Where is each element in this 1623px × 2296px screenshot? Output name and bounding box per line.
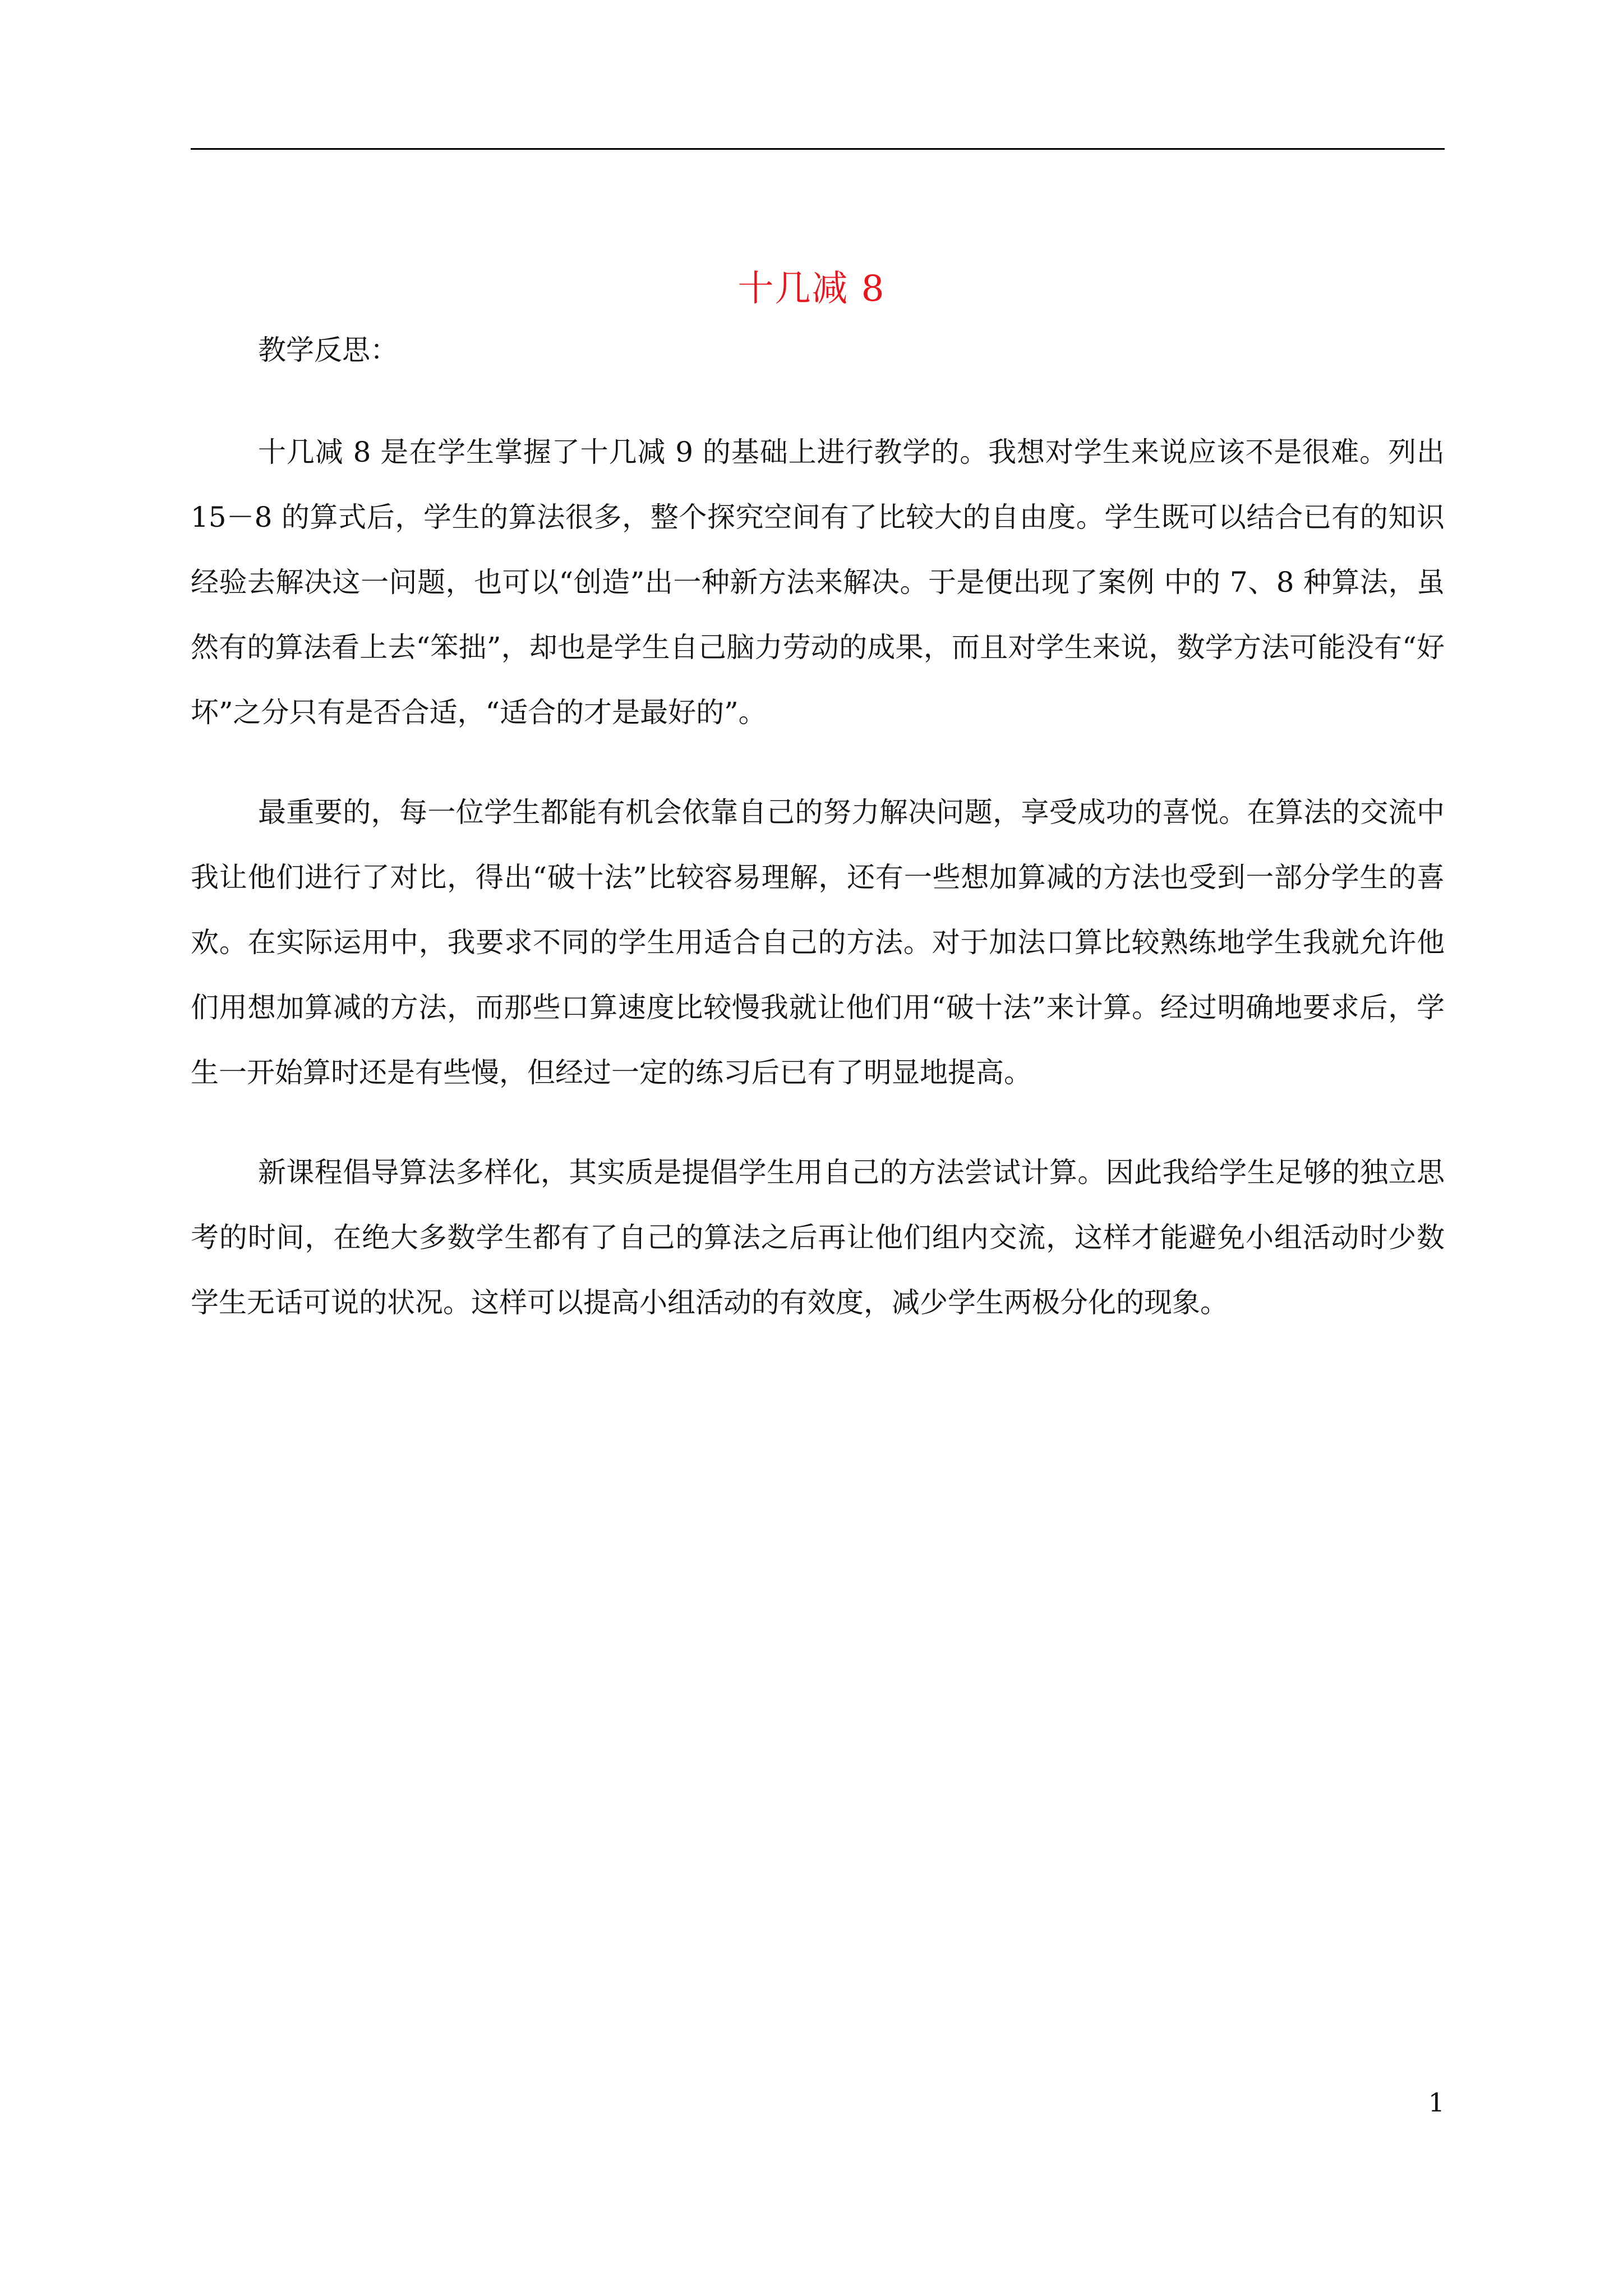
paragraph-1: 十几减 8 是在学生掌握了十几减 9 的基础上进行教学的。我想对学生来说应该不是很难。列出 15－8 的算式后，学生的算法很多，整个探究空间有了比较大的自由度。学生既可以结合已有的知识经验去解决这一问题，也可以“创造”出一种新方法来解决。于是便出现了案例 中的 7、8 种算法，虽然有的算法看上去“笨拙”，却也是学生自己脑力劳动的成果，而且对学生来说，数学方法可能没有“好坏”之分只有是否合适，“适合的才是最好的”。 <box>191 436 1445 729</box>
header-rule <box>191 148 1445 150</box>
section-label: 教学反思： <box>258 334 398 366</box>
page-number: 1 <box>1428 2087 1445 2118</box>
document-body <box>191 333 1445 1370</box>
paragraph-3: 新课程倡导算法多样化，其实质是提倡学生用自己的方法尝试计算。因此我给学生足够的独立思考的时间，在绝大多数学生都有了自己的算法之后再让他们组内交流，这样才能避免小组活动时少数学生无话可说的状况。这样可以提高小组活动的有效度，减少学生两极分化的现象。 <box>191 1156 1445 1319</box>
document-title: 十几减 8 <box>737 268 886 310</box>
paragraph-2: 最重要的，每一位学生都能有机会依靠自己的努力解决问题，享受成功的喜悦。在算法的交流中我让他们进行了对比，得出“破十法”比较容易理解，还有一些想加算减的方法也受到一部分学生的喜欢。在实际运用中，我要求不同的学生用适合自己的方法。对于加法口算比较熟练地学生我就允许他们用想加算减的方法，而那些口算速度比较慢我就让他们用“破十法”来计算。经过明确地要求后，学生一开始算时还是有些慢，但经过一定的练习后已有了明显地提高。 <box>191 796 1445 1089</box>
